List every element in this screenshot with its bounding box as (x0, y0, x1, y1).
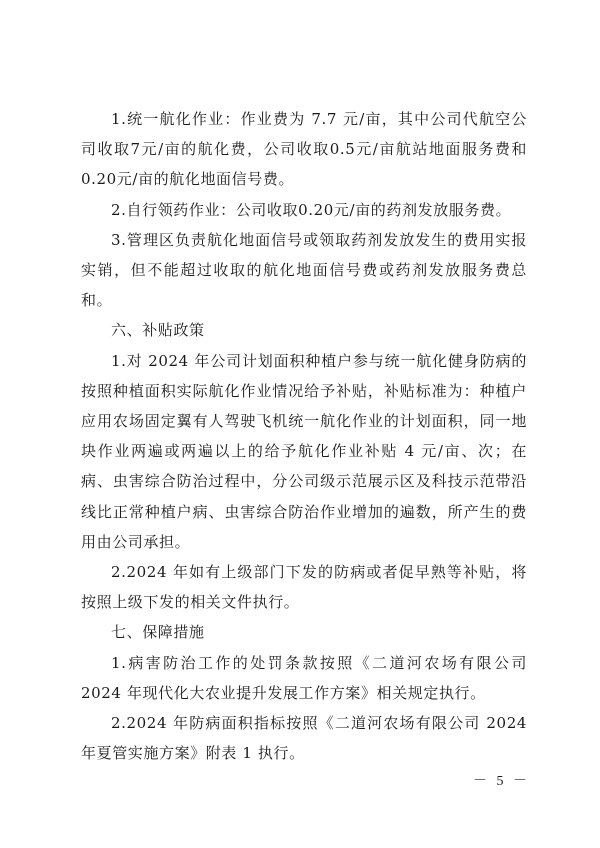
paragraph-fee-self-pickup: 2.自行领药作业：公司收取0.20元/亩的药剂发放服务费。 (111, 200, 512, 219)
section-heading-safeguards: 七、保障措施 (111, 623, 205, 642)
paragraph-fee-unified-aerial: 1.统一航化作业：作业费为 7.7 元/亩，其中公司代航空公司收取7元/亩的航化费，公司收取0.5元/亩航站地面服务费和0.20元/亩的航化地面信号费。 (81, 110, 527, 189)
paragraph-fee-reimbursement: 3.管理区负责航化地面信号或领取药剂发放发生的费用实报实销，但不能超过收取的航化地面信号费或药剂发放服务费总和。 (81, 230, 527, 310)
paragraph-subsidy-2: 2.2024 年如有上级部门下发的防病或者促早熟等补贴，将按照上级下发的相关文件执行。 (81, 563, 527, 612)
body-text (81, 104, 527, 768)
section-heading-subsidy: 六、补贴政策 (111, 321, 205, 340)
paragraph-subsidy-1: 1.对 2024 年公司计划面积种植户参与统一航化健身防病的按照种植面积实际航化作业情况给予补贴，补贴标准为：种植户应用农场固定翼有人驾驶飞机统一航化作业的计划面积，同一地块作业两遍或两遍以上的给予航化作业补贴 4 元/亩、次；在病、虫害综合防治过程中，分公司级示范展示区及科技示范带沿线比正常种植户病、虫害综合防治作业增加的遍数，所产生的费用由公司承担。 (81, 351, 527, 551)
paragraph-safeguard-2: 2.2024 年防病面积指标按照《二道河农场有限公司 2024 年夏管实施方案》附表 1 执行。 (81, 714, 527, 763)
paragraph-safeguard-1: 1.病害防治工作的处罚条款按照《二道河农场有限公司 2024 年现代化大农业提升发展工作方案》相关规定执行。 (81, 653, 527, 702)
page-number: － 5 － (473, 774, 530, 789)
